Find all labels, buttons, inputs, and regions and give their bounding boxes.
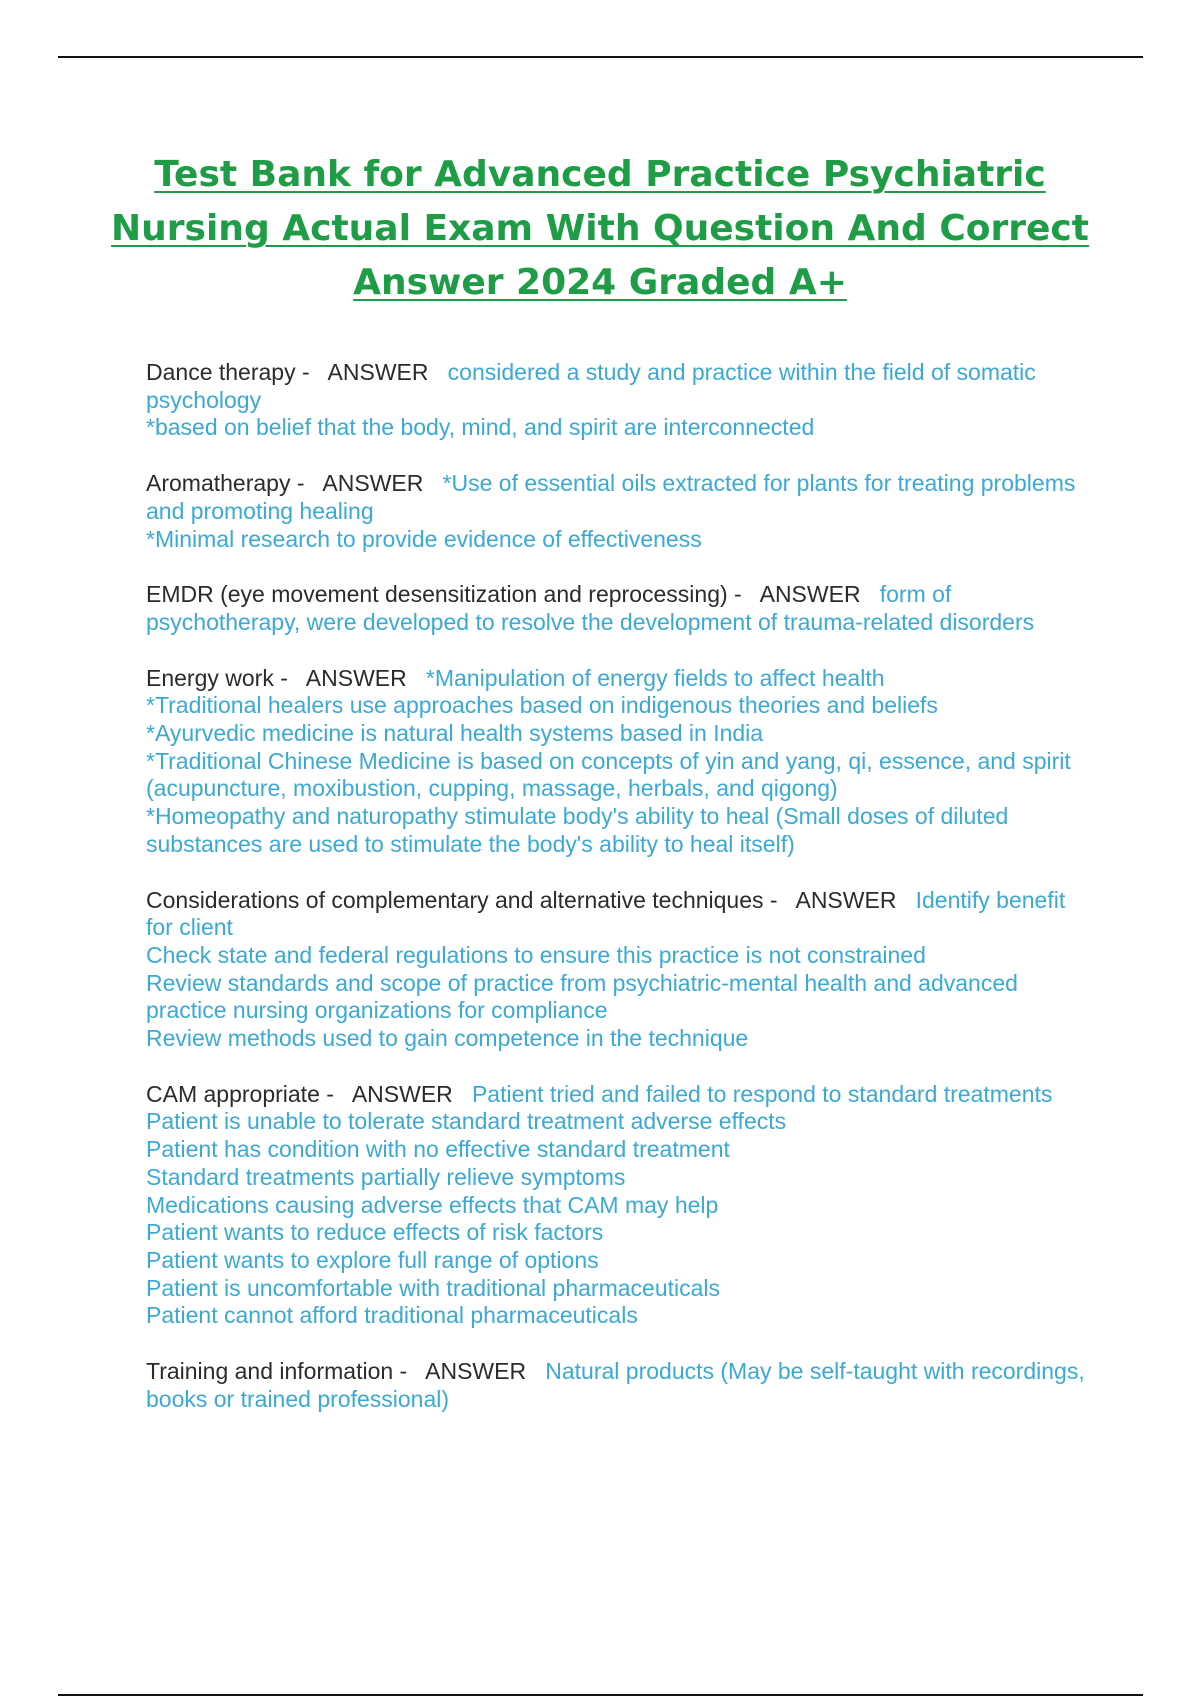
question-term: Dance therapy xyxy=(146,359,296,385)
answer-line: *Minimal research to provide evidence of effectiveness xyxy=(146,525,702,552)
answer-line: Review standards and scope of practice from psychiatric-mental health and advanced practice nursing organizations for compliance xyxy=(146,969,1018,1024)
answer-label: ANSWER xyxy=(305,664,407,691)
answer-line: *Manipulation of energy fields to affect health xyxy=(425,664,885,691)
question-term: Aromatherapy xyxy=(146,470,291,497)
answer-line: Natural products (May be self-taught with recordings, books or trained professional) xyxy=(146,1358,1085,1412)
answer-line: Check state and federal regulations to ensure this practice is not constrained xyxy=(146,941,926,968)
qa-list xyxy=(146,359,1096,1442)
answer-line: considered a study and practice within the field of somatic psychology xyxy=(146,359,1036,413)
qa-entry: Energy work - ANSWER *Manipulation of energy fields to affect health *Traditional healers use approaches based on indigenous theories and beliefs *Ayurvedic medicine is natural health systems based in India *Traditional Chinese Medicine is based on concepts of yin and yang, qi, essence, and spirit (acupuncture, moxibustion, cupping, massage, herbals, and qigong) *Homeopathy and naturopathy stimulate body's ability to heal (Small doses of diluted substances are used to stimulate the body's ability to heal itself) xyxy=(146,664,1071,857)
answer-line: Patient cannot afford traditional pharmaceuticals xyxy=(146,1302,638,1329)
answer-line: Patient wants to reduce effects of risk factors xyxy=(146,1219,604,1246)
question-term: EMDR (eye movement desensitization and reprocessing) xyxy=(146,581,728,608)
question-term: Energy work xyxy=(146,664,274,691)
answer-label: ANSWER xyxy=(759,581,861,608)
answer-label: ANSWER xyxy=(322,470,424,497)
answer-line: form of psychotherapy, were developed to resolve the development of trauma-related disorders xyxy=(146,581,1035,635)
answer-line: Patient is uncomfortable with traditional pharmaceuticals xyxy=(146,1274,721,1301)
qa-entry: Dance therapy - ANSWER considered a study and practice within the field of somatic psychology *based on belief that the body, mind, and spirit are interconnected xyxy=(146,359,1036,441)
qa-entry: Considerations of complementary and alternative techniques - ANSWER Identify benefit for client Check state and federal regulations to ensure this practice is not constrained Review standards and scope of practice from psychiatric-mental health and advanced practice nursing organizations for compliance Review methods used to gain competence in the technique xyxy=(146,886,1066,1052)
answer-line: *based on belief that the body, mind, and spirit are interconnected xyxy=(146,414,815,441)
question-term: CAM appropriate xyxy=(146,1080,320,1107)
answer-line: *Traditional healers use approaches based on indigenous theories and beliefs xyxy=(146,692,938,719)
answer-line: Patient tried and failed to respond to standard treatments xyxy=(471,1080,1053,1107)
answer-label: ANSWER xyxy=(795,886,897,913)
top-rule xyxy=(58,56,1143,58)
qa-entry: Aromatherapy - ANSWER *Use of essential oils extracted for plants for treating problems and promoting healing *Minimal research to provide evidence of effectiveness xyxy=(146,470,1076,552)
answer-label: ANSWER xyxy=(351,1080,453,1107)
answer-label: ANSWER xyxy=(425,1358,527,1385)
bottom-rule xyxy=(58,1694,1143,1696)
answer-line: Standard treatments partially relieve symptoms xyxy=(146,1163,626,1190)
qa-entry: CAM appropriate - ANSWER Patient tried and failed to respond to standard treatments Patient is unable to tolerate standard treatment adverse effects Patient has condition with no effective standard treatment Standard treatments partially relieve symptoms Medications causing adverse effects that CAM may help Patient wants to reduce effects of risk factors Patient wants to explore full range of options Patient is uncomfortable with traditional pharmaceuticals Patient cannot afford traditional pharmaceuticals xyxy=(146,1080,1053,1329)
qa-entry: EMDR (eye movement desensitization and reprocessing) - ANSWER form of psychotherapy, were developed to resolve the development of trauma-related disorders xyxy=(146,581,1035,635)
answer-line: *Ayurvedic medicine is natural health systems based in India xyxy=(146,720,764,747)
answer-line: Identify benefit for client xyxy=(146,886,1066,941)
answer-line: Medications causing adverse effects that CAM may help xyxy=(146,1191,719,1218)
qa-entry: Training and information - ANSWER Natural products (May be self-taught with recordings, books or trained professional) xyxy=(146,1358,1085,1412)
question-term: Training and information xyxy=(146,1358,394,1385)
answer-line: Patient has condition with no effective standard treatment xyxy=(146,1136,730,1163)
document-title: Test Bank for Advanced Practice Psychiatric Nursing Actual Exam With Question And Correct Answer 2024 Graded A+ xyxy=(111,154,1089,303)
answer-line: Review methods used to gain competence in the technique xyxy=(146,1025,749,1052)
answer-line: Patient wants to explore full range of options xyxy=(146,1246,599,1273)
answer-label: ANSWER xyxy=(327,359,429,385)
answer-line: *Homeopathy and naturopathy stimulate body's ability to heal (Small doses of diluted substances are used to stimulate the body's ability to heal itself) xyxy=(146,803,1009,857)
question-term: Considerations of complementary and alternative techniques xyxy=(146,886,764,913)
answer-line: *Traditional Chinese Medicine is based on concepts of yin and yang, qi, essence, and spirit (acupuncture, moxibustion, cupping, massage, herbals, and qigong) xyxy=(146,747,1071,802)
answer-line: Patient is unable to tolerate standard treatment adverse effects xyxy=(146,1108,787,1135)
answer-line: *Use of essential oils extracted for plants for treating problems and promoting healing xyxy=(146,470,1076,524)
